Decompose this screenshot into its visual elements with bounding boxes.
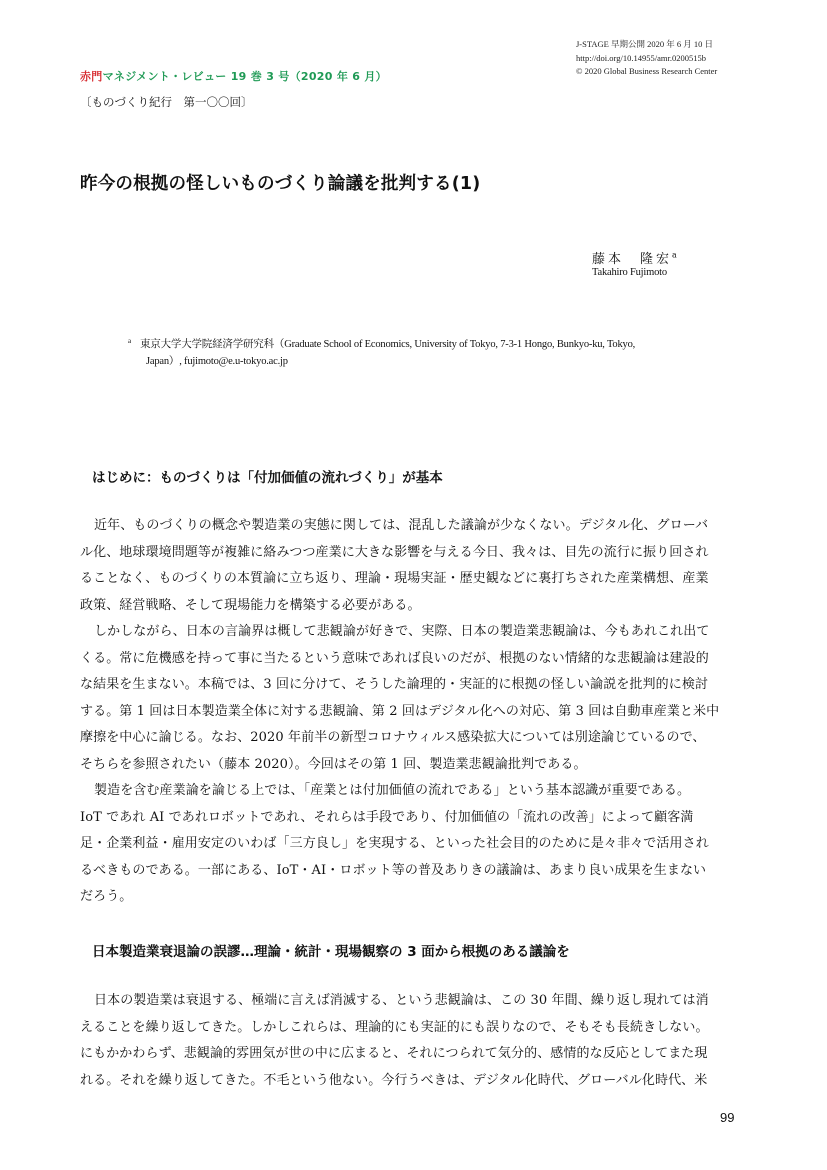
- text-line: 摩擦を中心に論じる。なお、2020 年前半の新型コロナウィルス感染拡大については別途論じているので、: [80, 730, 706, 745]
- text-line: 日本の製造業は衰退する、極端に言えば消滅する、という悲観論は、この 30 年間、繰り返し現れては消: [94, 993, 709, 1008]
- affiliation: [128, 336, 712, 370]
- text-line: な結果を生まない。本稿では、3 回に分けて、そうした論理的・実証的に根拠の怪しい論説を批判的に検討: [80, 677, 709, 692]
- author-name-jp-text: 藤本 隆宏: [592, 252, 673, 267]
- affiliation-mark: a: [128, 337, 131, 345]
- text-line: れる。それを繰り返してきた。不毛という他ない。今行うべきは、デジタル化時代、グローバル化時代、米: [80, 1072, 708, 1088]
- text-line: だろう。: [80, 889, 133, 904]
- author-name-jp: [592, 248, 677, 267]
- section-heading-intro: はじめに：ものづくりは「付加価値の流れづくり」が基本: [92, 470, 443, 486]
- text-line: るべきものである。一部にある、IoT・AI・ロボット等の普及ありきの議論は、あまり良い成果を生まない: [80, 862, 707, 878]
- jstage-info: [576, 38, 717, 79]
- page-number: 99: [720, 1110, 735, 1125]
- jstage-date: J-STAGE 早期公開 2020 年 6 月 10 日: [576, 39, 713, 49]
- article-title: 昨今の根拠の怪しいものづくり論議を批判する(1): [80, 174, 481, 194]
- section-body-intro: [80, 513, 748, 911]
- text-line: くる。常に危機感を持って事に当たるという意味であれば良いのだが、根拠のない情緒的な悲観論は建設的: [80, 650, 709, 666]
- doi-link[interactable]: http://doi.org/10.14955/amr.0200515b: [576, 52, 706, 63]
- text-line: そちらを参照されたい（藤本 2020）。今回はその第 1 回、製造業悲観論批判である。: [80, 756, 587, 772]
- text-line: 近年、ものづくりの概念や製造業の実態に関しては、混乱した議論が少なくない。デジタル化、グローバ: [94, 518, 709, 533]
- text-line: ル化、地球環境問題等が複雑に絡みつつ産業に大きな影響を与える今日、我々は、目先の流行に振り回され: [80, 544, 709, 560]
- author-affiliation-mark: a: [672, 250, 677, 260]
- copyright: © 2020 Global Business Research Center: [576, 66, 718, 76]
- text-line: 政策、経営戦略、そして現場能力を構築する必要がある。: [80, 597, 421, 613]
- journal-name-green: マネジメント・レビュー: [102, 70, 227, 83]
- affiliation-line-1: 東京大学大学院経済学研究科（Graduate School of Economics, University of Tokyo, 7-3-1 Hongo, Bunkyo-ku, Tokyo,: [140, 339, 636, 350]
- section-body-decline: [80, 988, 748, 1094]
- text-line: する。第 1 回は日本製造業全体に対する悲観論、第 2 回はデジタル化への対応、第 3 回は自動車産業と米中: [80, 703, 720, 719]
- series-label: 〔ものづくり紀行 第一〇〇回〕: [80, 95, 253, 109]
- text-line: 製造を含む産業論を論じる上では、「産業とは付加価値の流れである」という基本認識が重要である。: [94, 783, 691, 798]
- journal-issue: 19 巻 3 号（2020 年 6 月）: [226, 70, 387, 83]
- text-line: IoT であれ AI であれロボットであれ、それらは手段であり、付加価値の「流れの改善」によって顧客満: [80, 809, 694, 825]
- author-name-en: Takahiro Fujimoto: [592, 267, 667, 278]
- text-line: ることなく、ものづくりの本質論に立ち返り、理論・現場実証・歴史観などに裏打ちされた産業構想、産業: [80, 571, 709, 586]
- section-heading-decline: 日本製造業衰退論の誤謬…理論・統計・現場観察の 3 面から根拠のある議論を: [92, 944, 570, 960]
- journal-name-red: 赤門: [80, 70, 103, 83]
- journal-header: [80, 68, 387, 84]
- affiliation-line-2: Japan）, fujimoto@e.u-tokyo.ac.jp: [146, 356, 288, 367]
- text-line: 足・企業利益・雇用安定のいわば「三方良し」を実現する、といった社会目的のために是々非々で活用され: [80, 836, 709, 851]
- text-line: えることを繰り返してきた。しかしこれらは、理論的にも実証的にも誤りなので、そもそも長続きしない。: [80, 1019, 709, 1035]
- text-line: にもかかわらず、悲観論的雰囲気が世の中に広まると、それにつられて気分的、感情的な反応としてまた現: [80, 1046, 708, 1061]
- text-line: しかしながら、日本の言論界は概して悲観論が好きで、実際、日本の製造業悲観論は、今もあれこれ出て: [94, 624, 710, 639]
